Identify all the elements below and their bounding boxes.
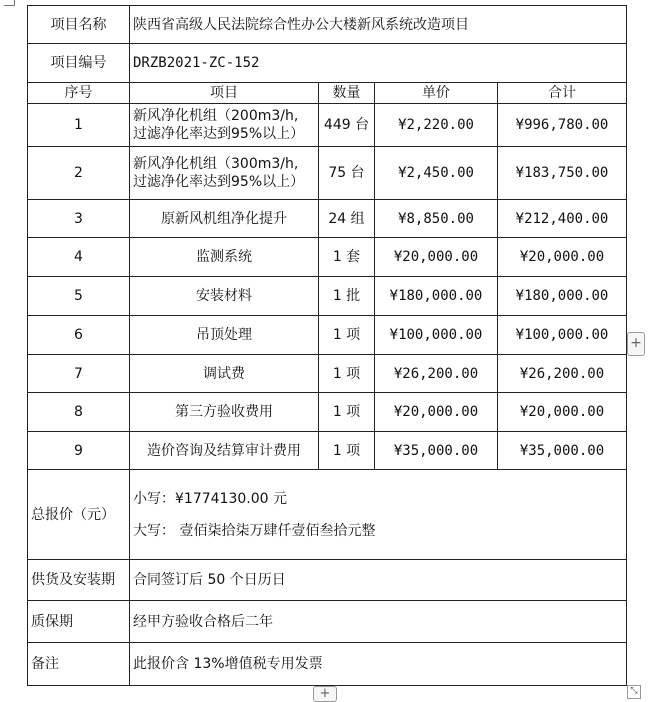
item-name-line: 新风净化机组（300m3/h, <box>133 156 299 172</box>
item-name: 原新风机组净化提升 <box>130 200 319 238</box>
item-price: ¥26,200.00 <box>375 355 498 393</box>
item-qty: 1 批 <box>319 277 375 316</box>
remark-label: 备注 <box>28 643 130 686</box>
item-no: 4 <box>28 238 130 277</box>
table-row <box>28 44 627 83</box>
item-qty: 1 套 <box>319 238 375 277</box>
item-price: ¥100,000.00 <box>375 316 498 355</box>
page-corner-mark <box>4 0 15 6</box>
delivery-value: 合同签订后 50 个日历日 <box>130 560 627 601</box>
item-no: 6 <box>28 316 130 355</box>
item-qty: 1 项 <box>319 393 375 432</box>
table-row <box>28 104 627 147</box>
item-total: ¥100,000.00 <box>498 316 627 355</box>
item-total: ¥35,000.00 <box>498 432 627 470</box>
item-name: 调试费 <box>130 355 319 393</box>
project-no-value: DRZB2021-ZC-152 <box>130 44 627 83</box>
remark-value: 此报价含 13%增值税专用发票 <box>130 643 627 686</box>
item-price: ¥2,450.00 <box>375 147 498 200</box>
item-price: ¥2,220.00 <box>375 104 498 147</box>
table-row <box>28 6 627 44</box>
item-no: 1 <box>28 104 130 147</box>
item-total: ¥20,000.00 <box>498 238 627 277</box>
item-no: 2 <box>28 147 130 200</box>
table-row <box>28 601 627 643</box>
item-price: ¥35,000.00 <box>375 432 498 470</box>
add-row-button[interactable]: + <box>313 686 337 702</box>
col-header-item: 项目 <box>130 83 319 104</box>
item-name: 第三方验收费用 <box>130 393 319 432</box>
add-column-button[interactable]: + <box>627 332 645 356</box>
table-row <box>28 470 627 560</box>
item-no: 9 <box>28 432 130 470</box>
table-resize-handle[interactable]: ⤡ <box>627 685 641 699</box>
item-name-line: 新风净化机组（200m3/h, <box>133 108 299 124</box>
project-no-label: 项目编号 <box>28 44 130 83</box>
item-total: ¥20,000.00 <box>498 393 627 432</box>
total-price-label: 总报价（元） <box>28 470 130 560</box>
item-name <box>130 104 319 147</box>
item-price: ¥180,000.00 <box>375 277 498 316</box>
item-price: ¥20,000.00 <box>375 393 498 432</box>
item-total: ¥996,780.00 <box>498 104 627 147</box>
item-total: ¥180,000.00 <box>498 277 627 316</box>
item-no: 8 <box>28 393 130 432</box>
warranty-value: 经甲方验收合格后二年 <box>130 601 627 643</box>
item-name-line: 过滤净化率达到95%以上） <box>133 126 305 142</box>
warranty-label: 质保期 <box>28 601 130 643</box>
item-no: 3 <box>28 200 130 238</box>
item-total: ¥26,200.00 <box>498 355 627 393</box>
table-row <box>28 147 627 200</box>
item-qty: 1 项 <box>319 432 375 470</box>
project-name-label: 项目名称 <box>28 6 130 44</box>
item-qty: 24 组 <box>319 200 375 238</box>
quotation-table <box>27 5 627 686</box>
table-row <box>28 432 627 470</box>
table-row <box>28 643 627 686</box>
col-header-price: 单价 <box>375 83 498 104</box>
col-header-total: 合计 <box>498 83 627 104</box>
delivery-label: 供货及安装期 <box>28 560 130 601</box>
table-row <box>28 560 627 601</box>
item-name: 安装材料 <box>130 277 319 316</box>
item-name: 监测系统 <box>130 238 319 277</box>
item-name: 吊顶处理 <box>130 316 319 355</box>
table-row <box>28 277 627 316</box>
item-total: ¥212,400.00 <box>498 200 627 238</box>
project-name-value: 陕西省高级人民法院综合性办公大楼新风系统改造项目 <box>130 6 627 44</box>
total-small: 小写：¥1774130.00 元 <box>133 490 287 507</box>
item-name <box>130 147 319 200</box>
item-qty: 75 台 <box>319 147 375 200</box>
item-total: ¥183,750.00 <box>498 147 627 200</box>
item-price: ¥20,000.00 <box>375 238 498 277</box>
item-name-line: 过滤净化率达到95%以上） <box>133 174 305 190</box>
table-row <box>28 316 627 355</box>
item-name: 造价咨询及结算审计费用 <box>130 432 319 470</box>
item-qty: 1 项 <box>319 316 375 355</box>
item-qty: 1 项 <box>319 355 375 393</box>
item-no: 7 <box>28 355 130 393</box>
table-row <box>28 238 627 277</box>
table-row <box>28 200 627 238</box>
table-row <box>28 355 627 393</box>
col-header-qty: 数量 <box>319 83 375 104</box>
item-price: ¥8,850.00 <box>375 200 498 238</box>
table-row <box>28 393 627 432</box>
col-header-no: 序号 <box>28 83 130 104</box>
item-no: 5 <box>28 277 130 316</box>
item-qty: 449 台 <box>319 104 375 147</box>
total-price-value <box>130 470 627 560</box>
total-capital: 大写： 壹佰柒拾柒万肆仟壹佰叁拾元整 <box>133 522 376 539</box>
table-header-row <box>28 83 627 104</box>
